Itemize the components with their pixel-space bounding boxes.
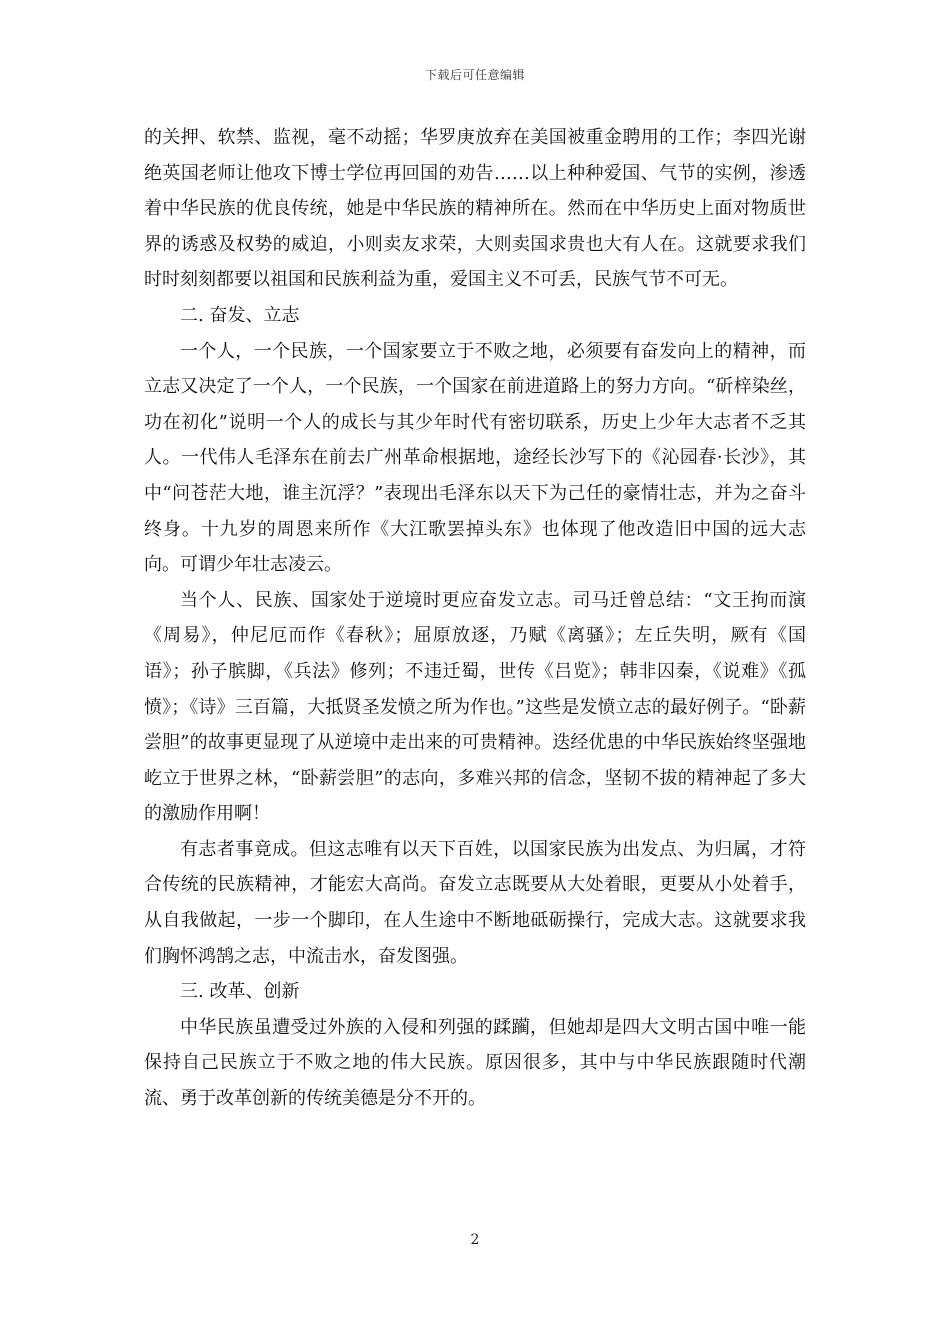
paragraph: 有志者事竟成。但这志唯有以天下百姓，以国家民族为出发点、为归属，才符合传统的民族精神，才能宏大高尚。奋发立志既要从大处着眼，更要从小处着手，从自我做起，一步一个脚印，在人生途中不断地砥砺操行，完成大志。这就要求我们胸怀鸿鹄之志，中流击水，奋发图强。 [144, 838, 806, 967]
page-header: 下载后可任意编辑 [424, 68, 525, 82]
paragraph: 当个人、民族、国家处于逆境时更应奋发立志。司马迁曾总结：“文王拘而演《周易》，仲尼厄而作《春秋》；屈原放逐，乃赋《离骚》；左丘失明，厥有《国语》；孙子膑脚，《兵法》修列；不违迁蜀，世传《吕览》；韩非囚秦，《说难》《孤愤》；《诗》三百篇，大抵贤圣发愤之所为作也。”这些是发愤立志的最好例子。“卧薪尝胆”的故事更显现了从逆境中走出来的可贵精神。迭经优患的中华民族始终坚强地屹立于世界之林，“卧薪尝胆”的志向，多难兴邦的信念，坚韧不拔的精神起了多大的激励作用啊！ [144, 589, 806, 825]
document-body [144, 120, 806, 1117]
paragraph: 中华民族虽遭受过外族的入侵和列强的蹂躏，但她却是四大文明古国中唯一能保持自己民族立于不败之地的伟大民族。原因很多，其中与中华民族跟随时代潮流、勇于改革创新的传统美德是分不开的。 [144, 1016, 806, 1110]
paragraph-continued: 的关押、软禁、监视，毫不动摇；华罗庚放弃在美国被重金聘用的工作；李四光谢绝英国老师让他攻下博士学位再回国的劝告……以上种种爱国、气节的实例，渗透着中华民族的优良传统，她是中华民族的精神所在。然而在中华历史上面对物质世界的诱惑及权势的威迫，小则卖友求荣，大则卖国求贵也大有人在。这就要求我们时时刻刻都要以祖国和民族利益为重，爱国主义不可丢，民族气节不可无。 [144, 127, 806, 291]
section-heading-2: 二. 奋发、立志 [180, 304, 300, 326]
section-heading-3: 三. 改革、创新 [180, 981, 300, 1003]
paragraph: 一个人，一个民族，一个国家要立于不败之地，必须要有奋发向上的精神，而立志又决定了一个人，一个民族，一个国家在前进道路上的努力方向。“斫梓染丝，功在初化”说明一个人的成长与其少年时代有密切联系，历史上少年大志者不乏其人。一代伟人毛泽东在前去广州革命根据地，途经长沙写下的《沁园春·长沙》，其中“问苍茫大地，谁主沉浮？”表现出毛泽东以天下为己任的豪情壮志，并为之奋斗终身。十九岁的周恩来所作《大江歌罢掉头东》也体现了他改造旧中国的远大志向。可谓少年壮志凌云。 [144, 340, 806, 576]
page-number: 2 [470, 1232, 480, 1248]
